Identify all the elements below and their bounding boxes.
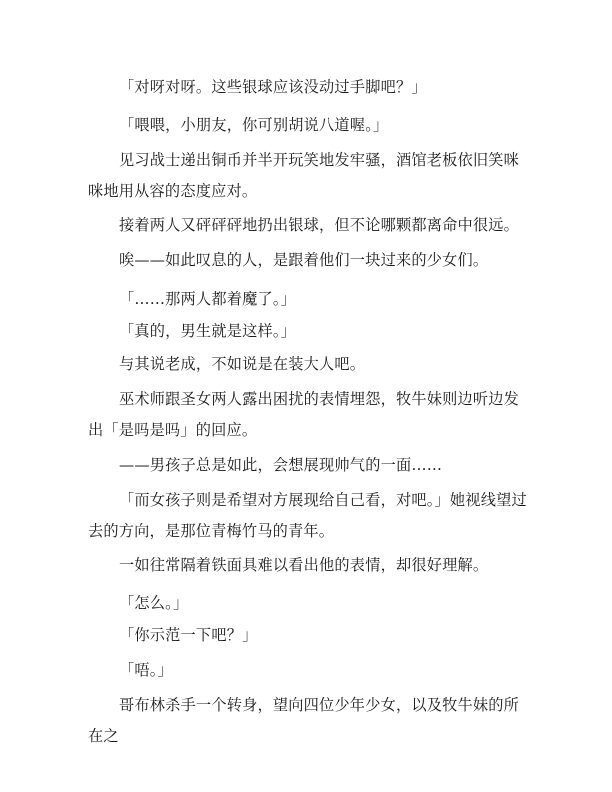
narration-paragraph: 哥布林杀手一个转身，望向四位少年少女，以及牧牛妹的所在之 <box>88 696 520 745</box>
narration-paragraph: 唉——如此叹息的人，是跟着他们一块过来的少女们。 <box>119 251 489 269</box>
narration-paragraph: ——男孩子总是如此，会想展现帅气的一面…… <box>119 456 443 474</box>
dialogue-line: 「怎么。」 <box>119 594 189 612</box>
dialogue-line: 「对呀对呀。这些银球应该没动过手脚吧？」 <box>119 78 427 96</box>
dialogue-line: 「……那两人都着魔了。」 <box>119 290 297 308</box>
dialogue-line: 「真的，男生就是这样。」 <box>119 322 297 340</box>
dialogue-line: 「唔。」 <box>119 661 173 679</box>
narration-paragraph: 与其说老成，不如说是在装大人吧。 <box>119 355 366 373</box>
dialogue-line: 「喂喂，小朋友，你可别胡说八道喔。」 <box>119 116 389 134</box>
narration-paragraph: 接着两人又砰砰砰地扔出银球，但不论哪颗都离命中很远。 <box>119 216 520 234</box>
dialogue-paragraph: 「而女孩子则是希望对方展现给自己看，对吧。」她视线望过去的方向，是那位青梅竹马的青年。 <box>88 491 527 540</box>
narration-paragraph: 一如往常隔着铁面具难以看出他的表情，却很好理解。 <box>119 556 489 574</box>
narration-paragraph: 巫术师跟圣女两人露出困扰的表情埋怨，牧牛妹则边听边发出「是吗是吗」的回应。 <box>88 390 520 439</box>
dialogue-line: 「你示范一下吧？」 <box>119 626 258 644</box>
narration-paragraph: 见习战士递出铜币并半开玩笑地发牢骚，酒馆老板依旧笑咪咪地用从容的态度应对。 <box>88 151 520 200</box>
